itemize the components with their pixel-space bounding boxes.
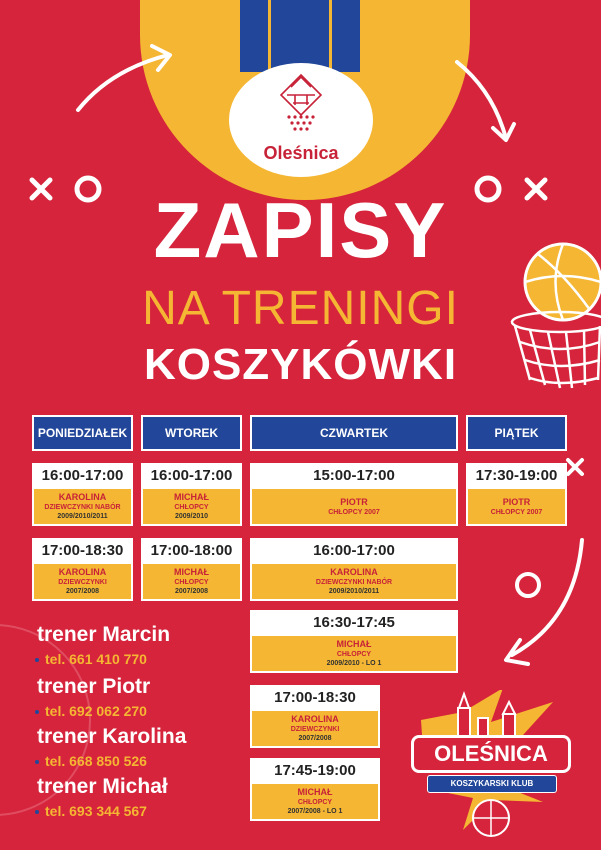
card-coach: MICHAŁ — [174, 492, 209, 502]
card-coach: KAROLINA — [330, 567, 378, 577]
card-time: 17:00-18:30 — [41, 542, 124, 559]
bullet-icon — [35, 658, 39, 662]
club-subtitle: KOSZYKARSKI KLUB — [427, 775, 557, 793]
day-header-thursday: CZWARTEK — [250, 415, 458, 451]
trainer-marcin — [37, 623, 170, 668]
card-group: CHŁOPCY — [297, 799, 333, 806]
trainer-phone[interactable] — [37, 702, 150, 720]
card-group: CHŁOPCY 2007 — [490, 508, 543, 516]
trainer-phone[interactable] — [37, 752, 186, 770]
trainer-name: trener Karolina — [37, 725, 187, 748]
card-time: 17:45-19:00 — [274, 762, 356, 779]
card-info — [34, 564, 131, 599]
card-group: DZIEWCZYNKI NABÓR — [44, 504, 121, 511]
schedule-card — [250, 463, 458, 526]
card-info — [143, 489, 240, 524]
card-years: 2007/2008 - LO 1 — [287, 808, 343, 815]
schedule-card — [250, 758, 380, 821]
card-coach: MICHAŁ — [174, 567, 209, 577]
arrow-icon — [78, 55, 168, 110]
trainer-phone-text: tel. 668 850 526 — [45, 753, 147, 769]
card-info — [252, 636, 456, 671]
trainer-phone[interactable] — [37, 650, 170, 668]
card-group: CHŁOPCY 2007 — [328, 508, 380, 516]
card-years: 2009/2010/2011 — [57, 513, 108, 520]
schedule-card — [466, 463, 567, 526]
city-logo — [229, 63, 373, 177]
card-info — [252, 564, 456, 599]
arrow-icon — [457, 62, 505, 135]
card-time: 16:00-17:00 — [41, 467, 124, 484]
city-logo-text: Oleśnica — [263, 143, 339, 163]
card-time: 16:30-17:45 — [313, 614, 395, 631]
trainer-name: trener Marcin — [37, 623, 171, 646]
card-group: CHŁOPCY — [174, 579, 209, 586]
card-years: 2007/2008 — [174, 588, 209, 595]
bullet-icon — [35, 810, 39, 814]
card-group: DZIEWCZYNKI — [58, 579, 107, 586]
card-years: 2007/2008 — [298, 735, 332, 742]
card-coach: MICHAŁ — [336, 639, 372, 649]
trainer-phone-text: tel. 661 410 770 — [45, 651, 147, 667]
bullet-icon — [35, 760, 39, 764]
trainer-piotr — [37, 675, 150, 720]
trainer-karolina — [37, 725, 186, 770]
card-years: 2007/2008 — [65, 588, 100, 595]
card-info — [252, 711, 378, 746]
day-header-tuesday: WTOREK — [141, 415, 242, 451]
card-group: CHŁOPCY — [174, 504, 209, 511]
card-info — [252, 784, 378, 819]
card-info — [143, 564, 240, 599]
club-logo — [403, 690, 578, 840]
card-coach: KAROLINA — [58, 567, 107, 577]
o-mark-icon — [517, 574, 539, 596]
card-years: 2009/2010 — [174, 513, 209, 520]
day-header-friday: PIĄTEK — [466, 415, 567, 451]
trainer-name: trener Piotr — [37, 675, 151, 698]
card-coach: MICHAŁ — [297, 787, 333, 797]
day-header-monday: PONIEDZIAŁEK — [32, 415, 133, 451]
card-time: 17:30-19:00 — [475, 467, 558, 484]
city-emblem-icon — [279, 73, 323, 137]
card-info — [252, 489, 456, 524]
arrow-icon — [512, 540, 582, 655]
schedule-card — [141, 538, 242, 601]
card-group: CHŁOPCY — [336, 651, 372, 658]
card-group: DZIEWCZYNKI — [290, 726, 340, 733]
x-mark-icon — [568, 460, 582, 474]
schedule-card — [141, 463, 242, 526]
card-time: 16:00-17:00 — [313, 542, 395, 559]
card-time: 17:00-18:00 — [150, 542, 233, 559]
schedule-card — [250, 685, 380, 748]
trainer-michal — [37, 775, 168, 820]
card-years: 2009/2010/2011 — [328, 588, 380, 595]
card-group: DZIEWCZYNKI NABÓR — [315, 579, 393, 586]
title-zapisy: ZAPISY — [153, 186, 448, 274]
club-name: OLEŚNICA — [411, 735, 571, 773]
card-info — [34, 489, 131, 524]
trainer-phone[interactable] — [37, 802, 168, 820]
card-coach: PIOTR — [340, 496, 368, 507]
trainer-name: trener Michał — [37, 775, 168, 798]
trainer-phone-text: tel. 693 344 567 — [45, 803, 147, 819]
card-time: 16:00-17:00 — [150, 467, 233, 484]
title-koszykowki: KOSZYKÓWKI — [143, 340, 458, 389]
trainer-phone-text: tel. 692 062 270 — [45, 703, 147, 719]
schedule-card — [32, 538, 133, 601]
card-coach: KAROLINA — [291, 714, 339, 724]
card-time: 15:00-17:00 — [313, 467, 395, 484]
schedule-card — [32, 463, 133, 526]
title-na-treningi: NA TRENINGI — [142, 282, 459, 335]
card-years: 2009/2010 - LO 1 — [326, 660, 382, 667]
card-coach: KAROLINA — [58, 492, 107, 502]
schedule-card — [250, 538, 458, 601]
card-info — [468, 489, 565, 524]
bullet-icon — [35, 710, 39, 714]
card-coach: PIOTR — [502, 496, 531, 507]
card-time: 17:00-18:30 — [274, 689, 356, 706]
schedule-card — [250, 610, 458, 673]
